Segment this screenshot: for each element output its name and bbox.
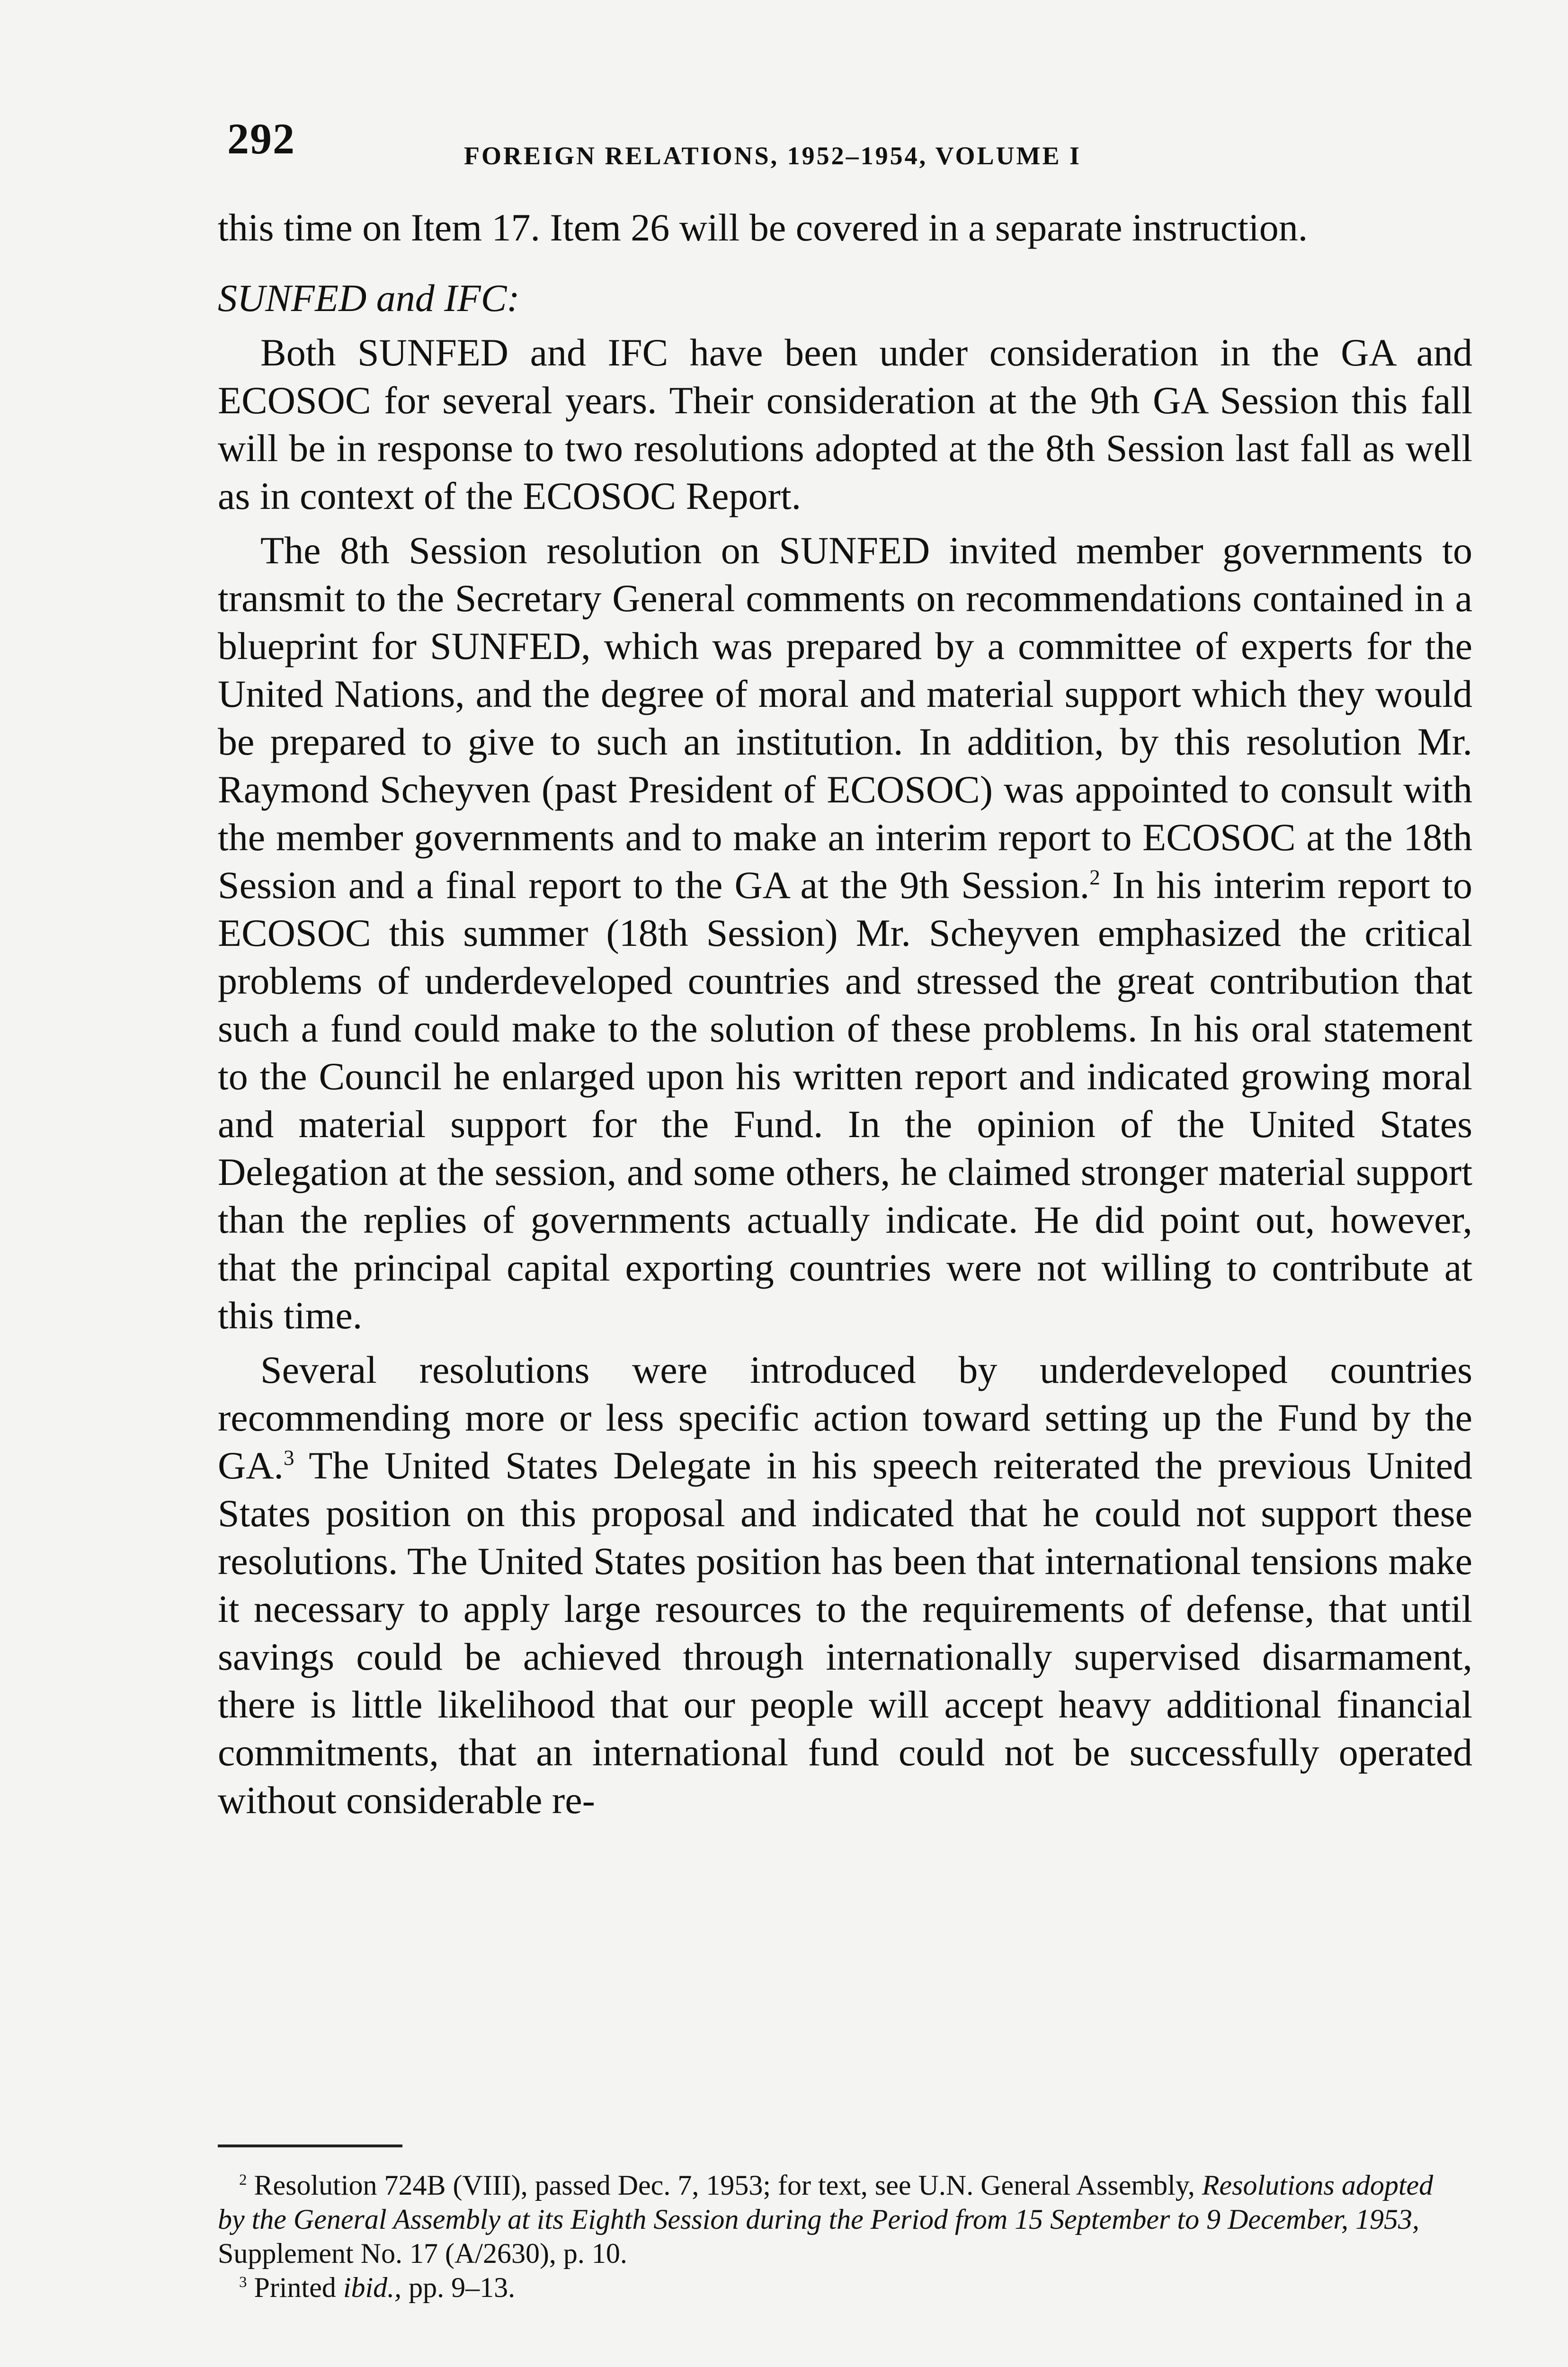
footnote-text: pp. 9–13.	[401, 2272, 516, 2303]
footnote-ibid: ibid.,	[343, 2272, 402, 2303]
footnote-reference-3: 3	[283, 1446, 294, 1470]
footnote-text: Resolution 724B (VIII), passed Dec. 7, 1953; for text, see U.N. General Assembly,	[247, 2170, 1202, 2201]
page-number: 292	[227, 115, 295, 163]
footnote-text: Printed	[247, 2272, 343, 2303]
footnotes	[218, 2168, 1458, 2305]
paragraph-text: The 8th Session resolution on SUNFED invited member governments to transmit to the Secretary General comments on recommendations contained in a blueprint for SUNFED, which was prepared by a committee of experts for the United Nations, and the degree of moral and material support which they would be prepared to give to such an institution. In addition, by this resolution Mr. Raymond Scheyven (past President of ECOSOC) was appointed to consult with the member governments and to make an interim report to ECOSOC at the 18th Session and a final report to the GA at the 9th Session.	[218, 529, 1472, 907]
footnote-marker-2: 2	[239, 2171, 247, 2189]
paragraph-text: In his interim report to ECOSOC this summer (18th Session) Mr. Scheyven emphasized the critical problems of underdeveloped countries and stressed the great contribution that such a fund could make to the solution of these problems. In his oral statement to the Council he enlarged upon his written report and indicated growing moral and material support for the Fund. In the opinion of the United States Delegation at the session, and some others, he claimed stronger material support than the replies of governments actually indicate. He did point out, however, that the principal capital exporting countries were not willing to contribute at this time.	[218, 863, 1472, 1337]
paragraph-text: Several resolutions were introduced by underdeveloped countries recommending more or less specific action toward setting up the Fund by the GA.	[218, 1348, 1472, 1487]
footnote-reference-2: 2	[1089, 865, 1100, 890]
footnote-2	[218, 2168, 1458, 2270]
section-heading: SUNFED and IFC:	[218, 276, 520, 320]
paragraph-text: The United States Delegate in his speech reiterated the previous United States position on this proposal and indicated that he could not support these resolutions. The United States position has been that international tensions make it necessary to apply large resources to the requirements of defense, that until savings could be achieved through internationally supervised disarmament, there is little likelihood that our people will accept heavy additional financial commitments, that an international fund could not be successfully operated without considerable re-	[218, 1444, 1472, 1822]
footnote-marker-3: 3	[239, 2274, 247, 2291]
page-header	[223, 114, 1501, 175]
running-title: FOREIGN RELATIONS, 1952–1954, VOLUME I	[464, 142, 1082, 170]
footnote-3	[218, 2270, 1458, 2305]
body-text	[218, 204, 1472, 1824]
paragraph-several-resolutions	[218, 1346, 1472, 1824]
footnote-divider	[218, 2145, 402, 2147]
paragraph-sunfed-ifc: Both SUNFED and IFC have been under consideration in the GA and ECOSOC for several years. Their consideration at the 9th GA Session this fall will be in response to two resolutions adopted at the 8th Session last fall as well as in context of the ECOSOC Report.	[218, 331, 1472, 517]
footnote-text: Supplement No. 17 (A/2630), p. 10.	[218, 2238, 627, 2269]
continuation-paragraph: this time on Item 17. Item 26 will be covered in a separate instruction.	[218, 206, 1308, 249]
paragraph-8th-session	[218, 526, 1472, 1339]
footnote-citation-title: Resolutions adopted by the General Assembly at its Eighth Session during the Period from 15 September to 9 December, 1953,	[218, 2170, 1434, 2235]
